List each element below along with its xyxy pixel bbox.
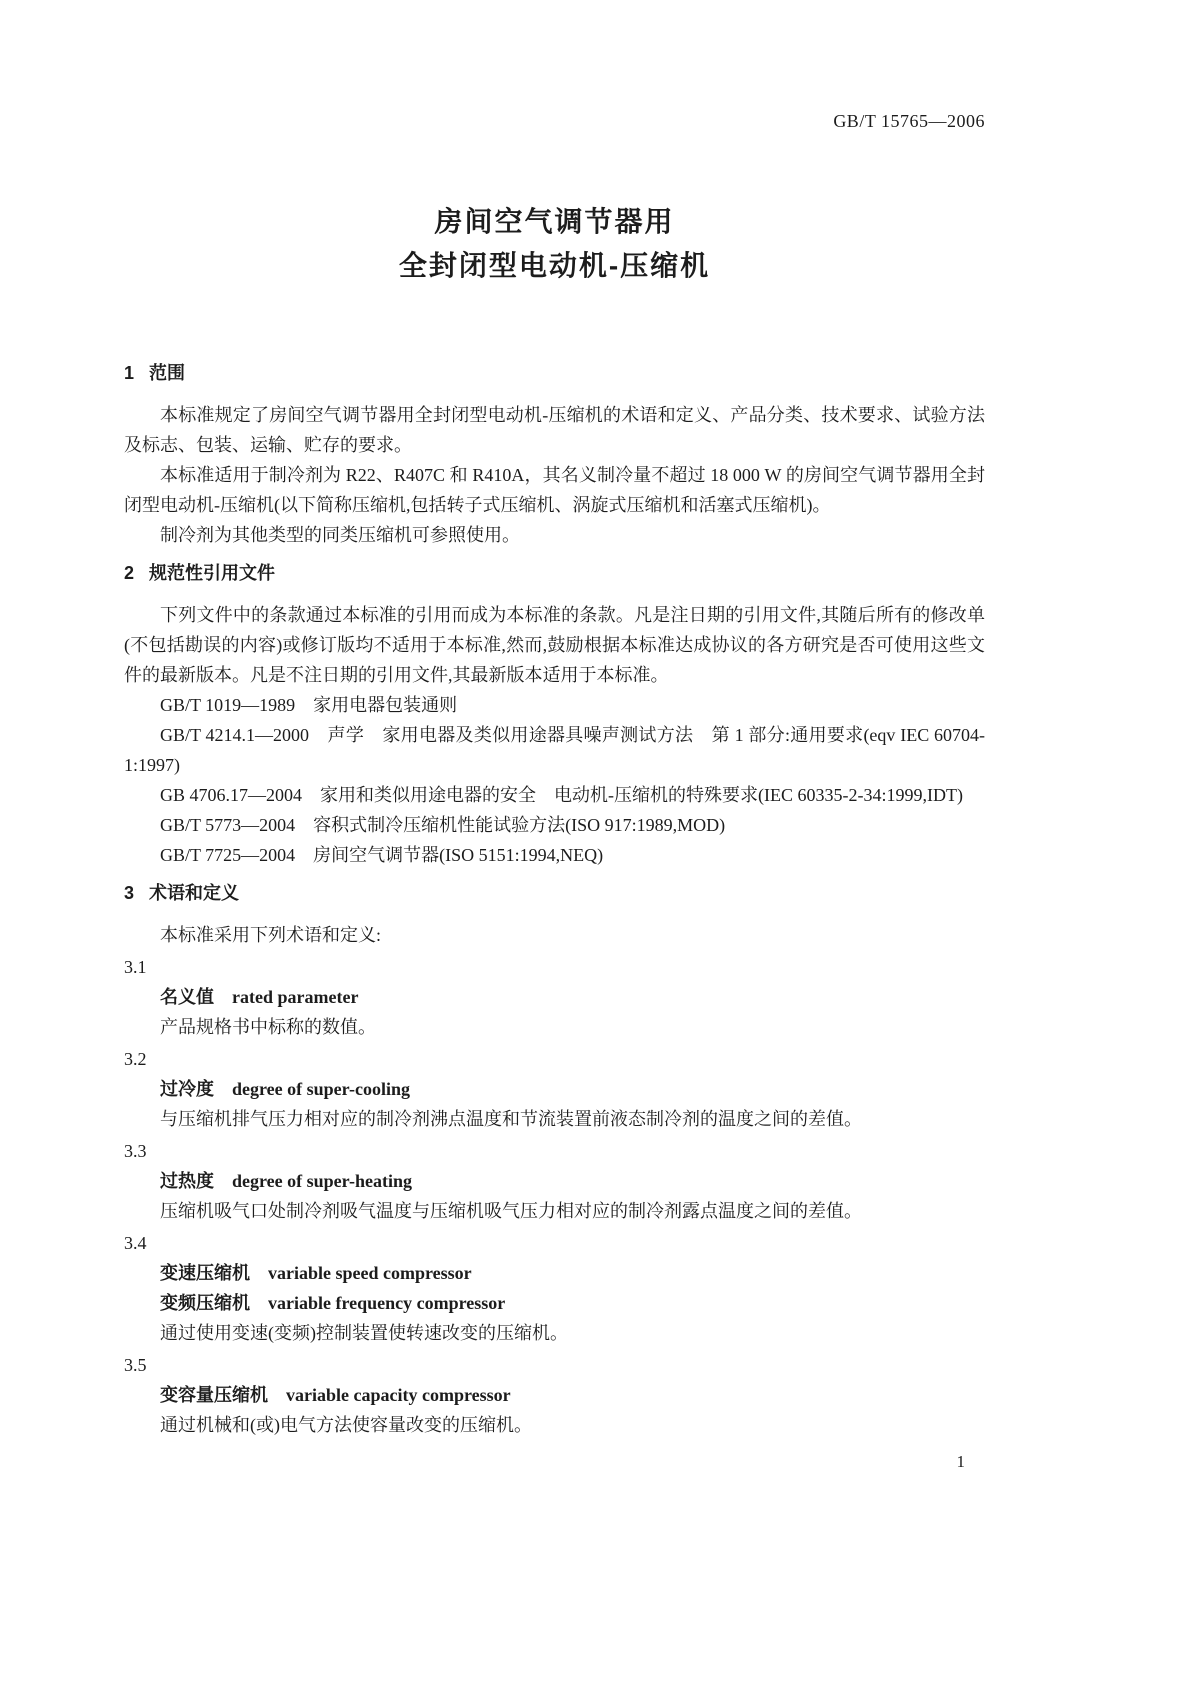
- term-id: 3.4: [124, 1233, 147, 1253]
- term-name-en: rated parameter: [232, 987, 359, 1007]
- section-title: 范围: [149, 363, 186, 383]
- section-heading-normative-references: [124, 560, 985, 586]
- term-block-3-4: [124, 1228, 985, 1348]
- term-id: 3.3: [124, 1141, 147, 1161]
- term-name: [124, 1288, 985, 1318]
- term-name: [124, 1380, 985, 1410]
- section-title: 规范性引用文件: [149, 563, 276, 583]
- section-number: 3: [124, 883, 135, 903]
- term-name-en: variable capacity compressor: [286, 1385, 511, 1405]
- scope-paragraph-2: 本标准适用于制冷剂为 R22、R407C 和 R410A，其名义制冷量不超过 18 000 W 的房间空气调节器用全封闭型电动机-压缩机(以下简称压缩机,包括转子式压缩机、涡旋式压缩机和活塞式压缩机)。: [124, 465, 985, 515]
- scope-paragraph-1: 本标准规定了房间空气调节器用全封闭型电动机-压缩机的术语和定义、产品分类、技术要求、试验方法及标志、包装、运输、贮存的要求。: [124, 405, 985, 455]
- term-block-3-3: [124, 1136, 985, 1226]
- term-name-en: degree of super-heating: [232, 1171, 412, 1191]
- term-id: 3.5: [124, 1355, 147, 1375]
- normative-references-intro: 下列文件中的条款通过本标准的引用而成为本标准的条款。凡是注日期的引用文件,其随后所有的修改单(不包括勘误的内容)或修订版均不适用于本标准,然而,鼓励根据本标准达成协议的各方研究是否可使用这些文件的最新版本。凡是不注日期的引用文件,其最新版本适用于本标准。: [124, 605, 985, 685]
- document-title-line1: 房间空气调节器用: [434, 206, 675, 237]
- terms-intro: 本标准采用下列术语和定义:: [160, 925, 381, 945]
- reference-item: GB/T 7725—2004 房间空气调节器(ISO 5151:1994,NEQ): [160, 845, 604, 865]
- reference-item: GB/T 1019—1989 家用电器包装通则: [160, 695, 458, 715]
- term-name-en: variable speed compressor: [268, 1263, 472, 1283]
- term-id: 3.2: [124, 1049, 147, 1069]
- term-definition: 通过使用变速(变频)控制装置使转速改变的压缩机。: [160, 1323, 568, 1343]
- page-number: 1: [956, 1452, 965, 1471]
- document-title: [124, 200, 985, 288]
- term-name: [124, 1074, 985, 1104]
- standard-number: GB/T 15765—2006: [833, 111, 985, 131]
- term-name: [124, 1166, 985, 1196]
- reference-item: GB/T 4214.1—2000 声学 家用电器及类似用途器具噪声测试方法 第 1 部分:通用要求(eqv IEC 60704-1:1997): [124, 725, 985, 775]
- term-name-zh: 变容量压缩机: [160, 1385, 268, 1405]
- document-title-line2: 全封闭型电动机-压缩机: [398, 250, 711, 281]
- term-id: 3.1: [124, 957, 147, 977]
- section-heading-scope: [124, 360, 985, 386]
- term-definition: 与压缩机排气压力相对应的制冷剂沸点温度和节流装置前液态制冷剂的温度之间的差值。: [160, 1109, 862, 1129]
- section-title: 术语和定义: [149, 883, 240, 903]
- term-name: [124, 1258, 985, 1288]
- term-definition: 产品规格书中标称的数值。: [160, 1017, 376, 1037]
- reference-item: GB/T 5773—2004 容积式制冷压缩机性能试验方法(ISO 917:1989,MOD): [160, 815, 726, 835]
- term-name-zh: 过冷度: [160, 1079, 214, 1099]
- term-name-en: variable frequency compressor: [268, 1293, 506, 1313]
- term-block-3-5: [124, 1350, 985, 1440]
- term-block-3-1: [124, 952, 985, 1042]
- term-name: [124, 982, 985, 1012]
- term-definition: 通过机械和(或)电气方法使容量改变的压缩机。: [160, 1415, 532, 1435]
- term-definition: 压缩机吸气口处制冷剂吸气温度与压缩机吸气压力相对应的制冷剂露点温度之间的差值。: [160, 1201, 862, 1221]
- section-number: 2: [124, 563, 135, 583]
- term-name-zh: 过热度: [160, 1171, 214, 1191]
- term-name-zh: 变速压缩机: [160, 1263, 250, 1283]
- term-block-3-2: [124, 1044, 985, 1134]
- section-number: 1: [124, 363, 135, 383]
- reference-item: GB 4706.17—2004 家用和类似用途电器的安全 电动机-压缩机的特殊要求(IEC 60335-2-34:1999,IDT): [160, 785, 963, 805]
- term-name-en: degree of super-cooling: [232, 1079, 410, 1099]
- term-name-zh: 名义值: [160, 987, 214, 1007]
- term-name-zh: 变频压缩机: [160, 1293, 250, 1313]
- scope-paragraph-3: 制冷剂为其他类型的同类压缩机可参照使用。: [160, 525, 520, 545]
- section-heading-terms-definitions: [124, 880, 985, 906]
